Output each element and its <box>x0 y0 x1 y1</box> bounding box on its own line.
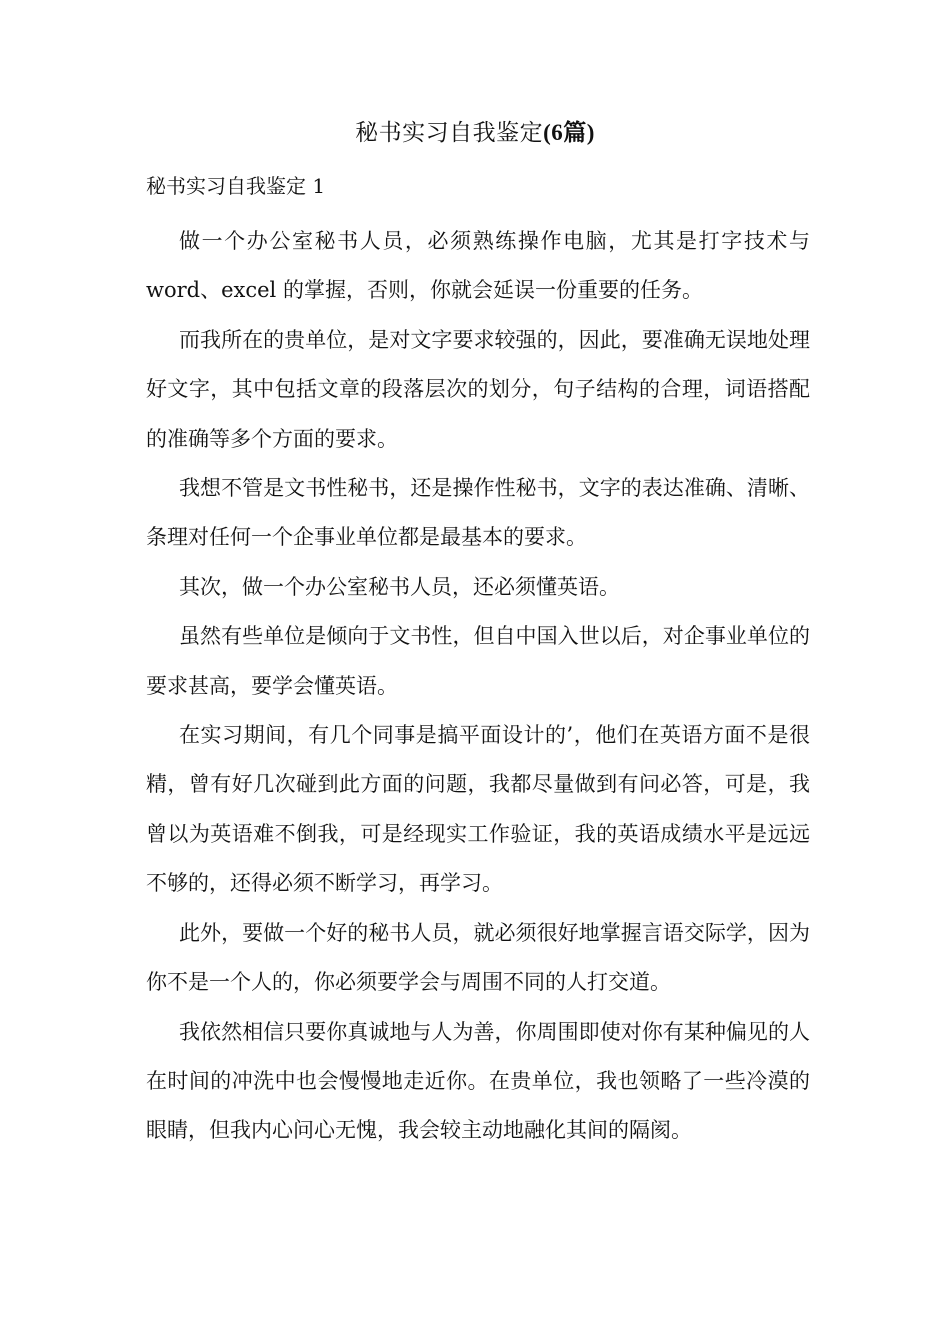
paragraph-8: 我依然相信只要你真诚地与人为善，你周围即使对你有某种偏见的人在时间的冲洗中也会慢慢地走近你。在贵单位，我也领略了一些冷漠的眼睛，但我内心问心无愧，我会较主动地融化其间的隔阂。 <box>146 1019 810 1143</box>
title-tail: 篇) <box>563 120 595 145</box>
title-main: 秘书实习自我鉴定 <box>355 120 544 146</box>
paragraph-6: 在实习期间，有几个同事是搞平面设计的’，他们在英语方面不是很精，曾有好几次碰到此方面的问题，我都尽量做到有问必答，可是，我曾以为英语难不倒我，可是经现实工作验证，我的英语成绩水平是远远不够的，还得必须不断学习，再学习。 <box>146 723 810 896</box>
section-heading: 秘书实习自我鉴定 1 <box>146 174 326 198</box>
title-count: (6 <box>543 120 564 145</box>
document-body <box>146 168 810 1156</box>
paragraph-7: 此外，要做一个好的秘书人员，就必须很好地掌握言语交际学，因为你不是一个人的，你必须要学会与周围不同的人打交道。 <box>146 920 810 995</box>
paragraph-3: 我想不管是文书性秘书，还是操作性秘书，文字的表达准确、清晰、条理对任何一个企事业单位都是最基本的要求。 <box>146 476 810 550</box>
paragraph-5: 虽然有些单位是倾向于文书性，但自中国入世以后，对企事业单位的要求甚高，要学会懂英语。 <box>146 624 810 698</box>
paragraph-4: 其次，做一个办公室秘书人员，还必须懂英语。 <box>179 574 620 599</box>
paragraph-2: 而我所在的贵单位，是对文字要求较强的，因此，要准确无误地处理好文字，其中包括文章的段落层次的划分，句子结构的合理，词语搭配的准确等多个方面的要求。 <box>146 327 810 451</box>
paragraph-1: 做一个办公室秘书人员，必须熟练操作电脑，尤其是打字技术与word、excel 的掌握，否则，你就会延误一份重要的任务。 <box>146 229 810 303</box>
document-title <box>0 113 950 153</box>
